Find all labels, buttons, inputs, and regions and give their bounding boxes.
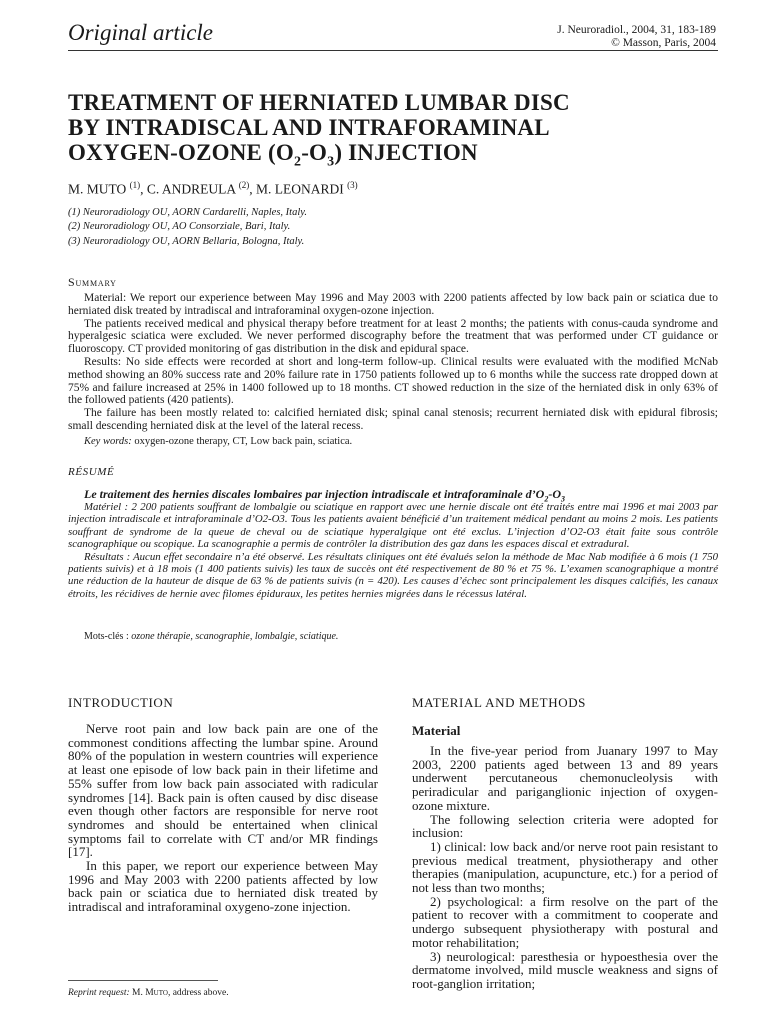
resume-heading: RÉSUMÉ [68, 466, 115, 478]
title-line-3: OXYGEN-OZONE $(O_2-O_3)$ INJECTION [68, 140, 478, 170]
summary-paragraph: Results: No side effects were recorded at short and long-term follow-up. Clinical results were evaluated with the modified McNab method showing an 80% success rate and 20% failure rate in 1750 patients followed up to 6 months while the success rate dropped down at 75% and failure increased at 25% in 1400 followed up to 18 months. CT showed reduction in the size of the herniated disk in only 63% of the followed patients (420 patients). [68, 355, 718, 407]
summary-paragraph: Material: We report our experience between May 1996 and May 2003 with 2200 patients affected by low back pain or sciatica due to herniated disk treated by intradiscal and intraforaminal oxygen-ozone injection. [68, 292, 718, 317]
article-title [68, 90, 708, 170]
summary-paragraph: The patients received medical and physical therapy before treatment for at least 2 months; the patients with conus-cauda syndrome and hyperalgesic sciatica were excluded. We never performed discography before the treatment that was performed under CT guidance or fluoroscopy. CT provided monitoring of gas distribution in the disk and epidural space. [68, 317, 718, 356]
material-subheading: Material [412, 723, 461, 738]
section-label: Original article [68, 20, 214, 45]
introduction-paragraph: Nerve root pain and low back pain are one of the commonest conditions affecting the lumbar spine. Around 80% of the population in western countries will experience at least one episode of low back pain in their lifetime and 55% suffer from low back pain associated with radicular syndromes [14]. Back pain is often caused by disc disease even though other factors are responsible for nerve root syndromes and should be entertained when clinical symptoms fail to correlate with CT and/or MR findings [17]. [68, 721, 378, 860]
introduction-body [68, 722, 378, 914]
methods-heading: MATERIAL AND METHODS [412, 695, 587, 710]
footnote-rule [68, 980, 218, 981]
keywords: Key words: oxygen-ozone therapy, CT, Low back pain, sciatica. [84, 436, 353, 447]
title-line-1: TREATMENT OF HERNIATED LUMBAR DISC [68, 90, 570, 115]
author-list: M. MUTO $^{(1)}$, C. ANDREULA $^{(2)}$, M. LEONARDI $^{(3)}$ [68, 180, 358, 197]
journal-citation: J. Neuroradiol., 2004, 31, 183-189 [557, 24, 716, 36]
journal-reference [557, 24, 716, 50]
methods-paragraph: In the five-year period from Juanary 1997 to May 2003, 2200 patients aged between 13 and 89 years underwent percutaneous chemonucleolysis with periradicular and pariganglionic injection of oxygen-ozone mixture. [412, 743, 718, 813]
methods-body [412, 744, 718, 991]
affiliation-item: (3) Neuroradiology OU, AORN Bellaria, Bologna, Italy. [68, 235, 305, 247]
header-rule [68, 50, 718, 51]
mots-cles: Mots-clés : ozone thérapie, scanographie, lombalgie, sciatique. [84, 631, 339, 642]
resume-title: Le traitement des hernies discales lombaires par injection intradiscale et intraforaminale $d’O_2-O_3$ [84, 487, 566, 504]
title-line-2: BY INTRADISCAL AND INTRAFORAMINAL [68, 115, 550, 140]
summary-paragraph: The failure has been mostly related to: calcified herniated disk; spinal canal stenosis; recurrent herniated disk with epidural fibrosis; small descending herniated disk at the level of the lateral recess. [68, 407, 718, 432]
resume-paragraph: Matériel : 2 200 patients souffrant de lombalgie ou sciatique en rapport avec une hernie discale ont été traités entre mai 1996 et mai 2003 par injection intradiscale et intraforaminale d’O2-O3. Tous les patients avaient bénéficié d’un traitement médical pendant au moins 2 mois. Les patients souffrant de syndrome de la queue de cheval ou de sciatique hyperalgique ont été exclus. L’injection d’O2-O3 était faite sous contrôle scanographique ou scopique. La scanographie a permis de contrôler la distribution des gaz dans les espaces discal et extradural. [68, 501, 718, 551]
resume-body [68, 501, 718, 600]
reprint-footnote: Reprint request: M. Muto, address above. [68, 988, 229, 998]
summary-heading: Summary [68, 275, 117, 289]
introduction-heading: INTRODUCTION [68, 695, 174, 710]
methods-paragraph: 3) neurological: paresthesia or hypoesthesia over the dermatome involved, mild muscle weakness and signs of root-ganglion irritation; [412, 948, 718, 991]
publisher-line: © Masson, Paris, 2004 [611, 37, 716, 49]
introduction-paragraph: In this paper, we report our experience between May 1996 and May 2003 with 2200 patients affected by low back pain or sciatica due to herniated disk treated by intradiscal and intraforaminal oxygeno-zone injection. [68, 858, 378, 915]
affiliations [68, 206, 307, 249]
resume-paragraph: Résultats : Aucun effet secondaire n’a été observé. Les résultats cliniques ont été évalués selon la méthode de Mac Nab modifiée à 6 mois (1 750 patients suivis) et à 18 mois (1 400 patients suivis) les taux de succès ont été respectivement de 80 % et 75 %. L’examen scanographique a montré une réduction de la hauteur de disque de 63 % de patients suivis (n = 420). Les causes d’échec sont principalement les disques calcifiés, les canaux étroits, les récidives de hernie avec filomes épiduraux, les petites hernies migrées dans le récessus latéral. [68, 550, 718, 600]
affiliation-item: (1) Neuroradiology OU, AORN Cardarelli, Naples, Italy. [68, 207, 307, 218]
methods-paragraph: 1) clinical: low back and/or nerve root pain resistant to previous medical treatment, physiotherapy and other therapies (manipulation, acupuncture, etc.) for a period of not less than two months; [412, 838, 718, 896]
summary-body [68, 292, 718, 433]
methods-paragraph: The following selection criteria were adopted for inclusion: [412, 811, 718, 841]
methods-paragraph: 2) psychological: a firm resolve on the part of the patient to recover with a commitment to cooperate and undergo subsequent physiotherapy with postural and motor rehabilitation; [412, 893, 718, 950]
affiliation-item: (2) Neuroradiology OU, AO Consorziale, Bari, Italy. [68, 221, 291, 233]
